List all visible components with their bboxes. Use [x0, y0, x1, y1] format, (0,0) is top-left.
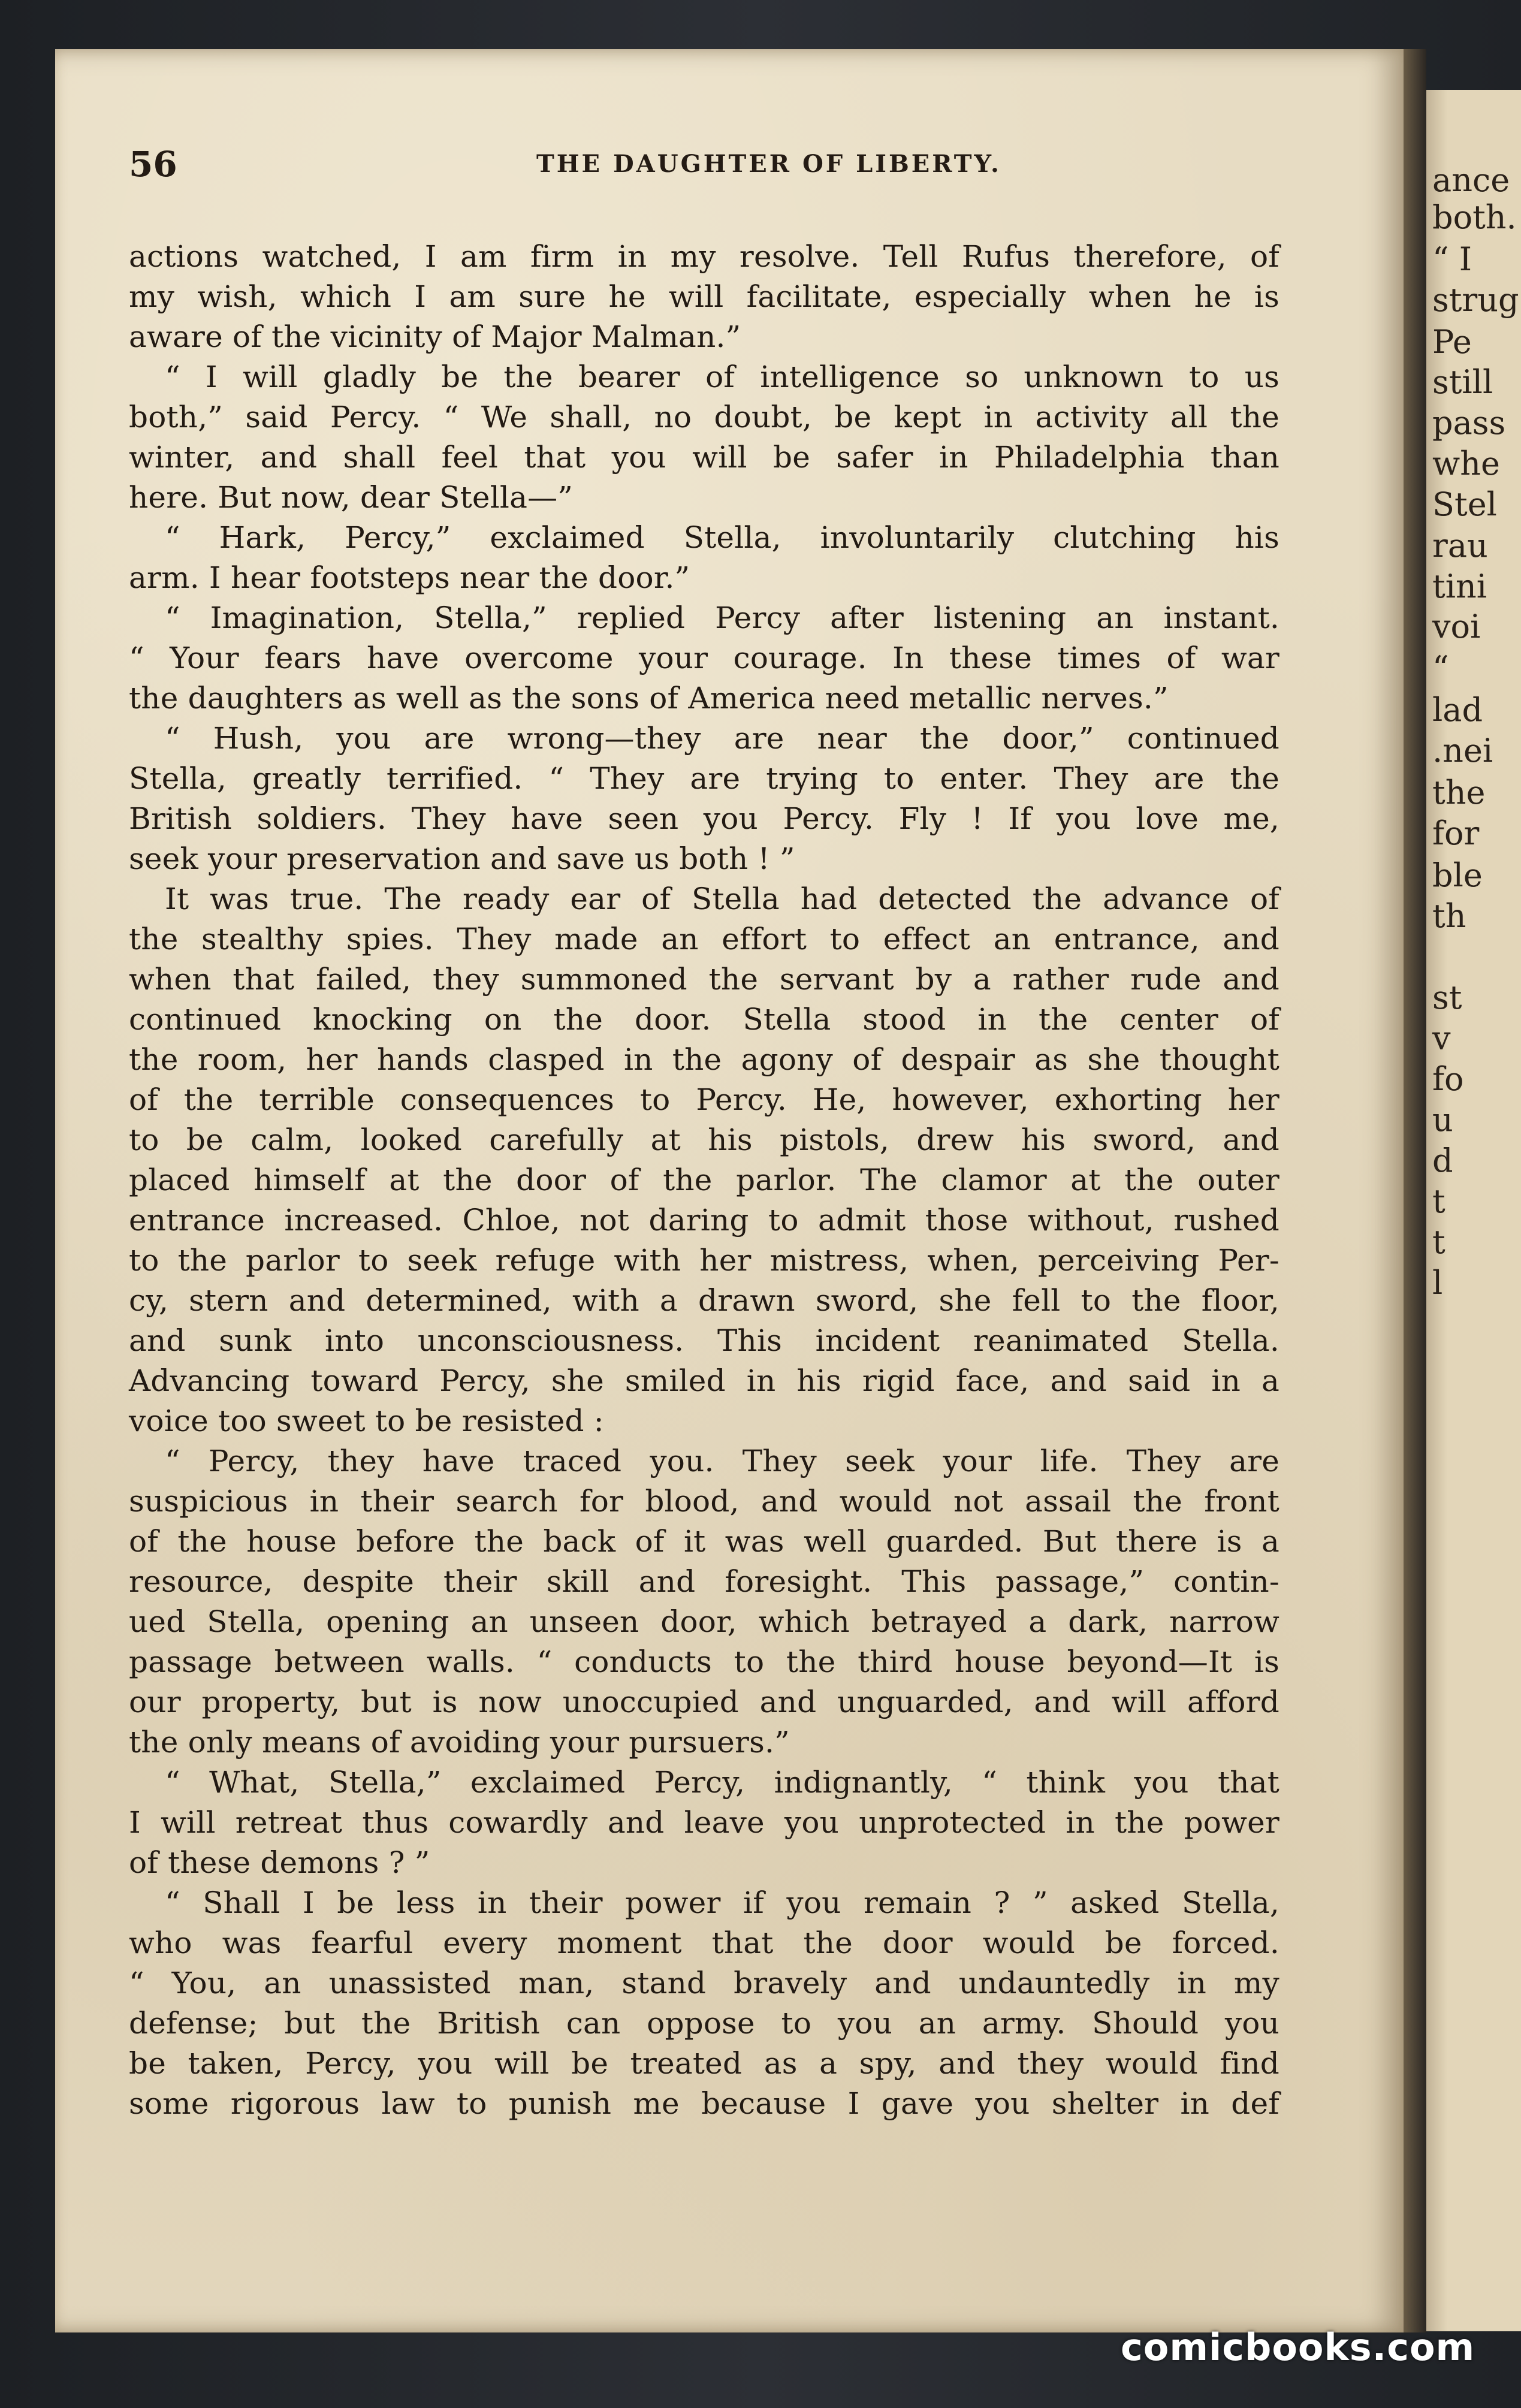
text-line: actions watched, I am firm in my resolve. Tell Rufus therefore, of	[129, 239, 1279, 274]
text-line: “ What, Stella,” exclaimed Percy, indignantly, “ think you that	[165, 1765, 1279, 1800]
facing-page-line: t	[1432, 1223, 1445, 1261]
facing-page-line: strug	[1432, 281, 1519, 319]
text-line: our property, but is now unoccupied and unguarded, and will afford	[129, 1685, 1279, 1719]
text-line: I will retreat thus cowardly and leave you unprotected in the power	[129, 1805, 1279, 1840]
text-line: when that failed, they summoned the servant by a rather rude and	[129, 962, 1279, 997]
facing-page-line: ance	[1432, 161, 1510, 199]
facing-page-line: u	[1432, 1101, 1453, 1139]
text-line: the only means of avoiding your pursuers.”	[129, 1725, 790, 1760]
page-number: 56	[129, 144, 177, 185]
text-line: the stealthy spies. They made an effort to effect an entrance, and	[129, 922, 1279, 956]
text-line: of these demons ? ”	[129, 1845, 430, 1880]
facing-page-line: for	[1432, 814, 1480, 852]
facing-page-line: l	[1432, 1264, 1443, 1302]
page-header	[129, 144, 1276, 192]
facing-page-line: t	[1432, 1182, 1445, 1220]
text-line: to the parlor to seek refuge with her mistress, when, perceiving Per-	[129, 1243, 1279, 1278]
text-line: who was fearful every moment that the door would be forced.	[129, 1926, 1279, 1960]
watermark: comicbooks.com	[1121, 2325, 1475, 2369]
text-line: “ I will gladly be the bearer of intelligence so unknown to us	[165, 360, 1279, 394]
facing-page-line: th	[1432, 897, 1466, 935]
text-line: It was true. The ready ear of Stella had detected the advance of	[165, 882, 1279, 916]
facing-page-line: ble	[1432, 856, 1483, 894]
text-line: seek your preservation and save us both ! ”	[129, 841, 795, 876]
facing-page-line: the	[1432, 774, 1486, 811]
text-line: of the house before the back of it was well guarded. But there is a	[129, 1524, 1279, 1559]
text-line: arm. I hear footsteps near the door.”	[129, 560, 690, 595]
text-line: “ Your fears have overcome your courage. In these times of war	[129, 641, 1279, 675]
text-line: Advancing toward Percy, she smiled in his rigid face, and said in a	[129, 1363, 1279, 1398]
text-line: and sunk into unconsciousness. This incident reanimated Stella.	[129, 1323, 1279, 1358]
text-line: “ You, an unassisted man, stand bravely and undauntedly in my	[129, 1966, 1279, 2000]
text-line: British soldiers. They have seen you Percy. Fly ! If you love me,	[129, 801, 1279, 836]
text-line: resource, despite their skill and foresight. This passage,” contin-	[129, 1564, 1279, 1599]
text-line: here. But now, dear Stella—”	[129, 480, 574, 515]
text-line: both,” said Percy. “ We shall, no doubt, be kept in activity all the	[129, 400, 1279, 434]
facing-page-line: whe	[1432, 445, 1500, 482]
text-line: continued knocking on the door. Stella stood in the center of	[129, 1002, 1279, 1037]
text-line: my wish, which I am sure he will facilitate, especially when he is	[129, 279, 1279, 314]
facing-page-line: fo	[1432, 1060, 1464, 1098]
text-line: to be calm, looked carefully at his pistols, drew his sword, and	[129, 1122, 1279, 1157]
facing-page-line: both.	[1432, 198, 1517, 236]
facing-page-line: lad	[1432, 691, 1483, 729]
facing-page-line: Pe	[1432, 323, 1472, 361]
facing-page-line: d	[1432, 1142, 1453, 1179]
text-line: “ Hark, Percy,” exclaimed Stella, involuntarily clutching his	[165, 520, 1279, 555]
facing-page-line: pass	[1432, 404, 1506, 442]
text-line: the daughters as well as the sons of America need metallic nerves.”	[129, 681, 1169, 716]
facing-page-line: rau	[1432, 527, 1488, 565]
text-line: be taken, Percy, you will be treated as a spy, and they would find	[129, 2046, 1279, 2081]
text-line: passage between walls. “ conducts to the third house beyond—It is	[129, 1644, 1279, 1679]
text-line: ued Stella, opening an unseen door, which betrayed a dark, narrow	[129, 1604, 1279, 1639]
text-line: voice too sweet to be resisted :	[129, 1404, 604, 1438]
facing-page-line: st	[1432, 979, 1462, 1016]
facing-page-line: “ I	[1432, 240, 1472, 278]
body-text	[129, 237, 1279, 2124]
facing-page-line: still	[1432, 363, 1493, 401]
text-line: placed himself at the door of the parlor. The clamor at the outer	[129, 1163, 1279, 1197]
text-line: “ Percy, they have traced you. They seek your life. They are	[165, 1444, 1279, 1478]
text-line: cy, stern and determined, with a drawn sword, she fell to the floor,	[129, 1283, 1279, 1318]
facing-page-line: v	[1432, 1019, 1451, 1057]
text-line: “ Shall I be less in their power if you remain ? ” asked Stella,	[165, 1885, 1279, 1920]
facing-page-line: voi	[1432, 608, 1481, 645]
facing-page-line: “	[1432, 649, 1449, 687]
running-title: THE DAUGHTER OF LIBERTY.	[536, 150, 1001, 178]
text-line: Stella, greatly terrified. “ They are trying to enter. They are the	[129, 761, 1279, 796]
text-line: “ Imagination, Stella,” replied Percy after listening an instant.	[165, 601, 1279, 635]
facing-page-line: .nei	[1432, 732, 1493, 770]
text-line: aware of the vicinity of Major Malman.”	[129, 319, 741, 354]
text-line: entrance increased. Chloe, not daring to admit those without, rushed	[129, 1203, 1279, 1238]
facing-page-line: Stel	[1432, 485, 1497, 523]
text-line: of the terrible consequences to Percy. He, however, exhorting her	[129, 1082, 1279, 1117]
text-line: winter, and shall feel that you will be safer in Philadelphia than	[129, 440, 1279, 475]
text-line: “ Hush, you are wrong—they are near the door,” continued	[165, 721, 1279, 756]
text-line: defense; but the British can oppose to you an army. Should you	[129, 2006, 1279, 2041]
text-line: the room, her hands clasped in the agony of despair as she thought	[129, 1042, 1279, 1077]
facing-page-line: tini	[1432, 568, 1487, 605]
text-line: suspicious in their search for blood, and would not assail the front	[129, 1484, 1279, 1519]
text-line: some rigorous law to punish me because I gave you shelter in def	[129, 2086, 1279, 2121]
